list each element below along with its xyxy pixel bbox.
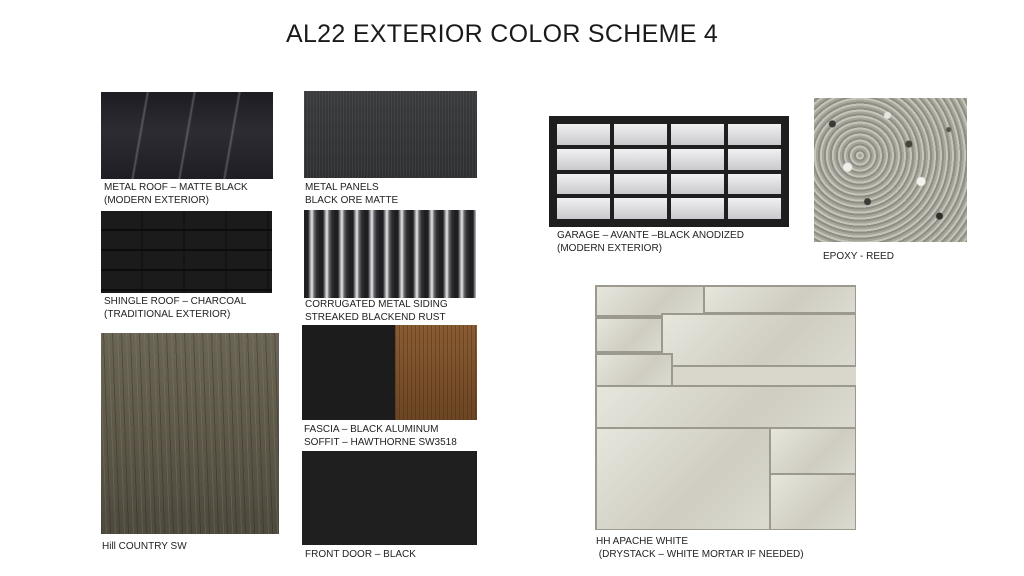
metal-roof-label: [104, 182, 248, 207]
metal-roof-swatch: [101, 92, 273, 179]
corrugated-siding-swatch: [304, 210, 476, 298]
metal-panels-label: [305, 182, 398, 207]
garage-door-panels: [557, 124, 781, 219]
garage-door-name: GARAGE – AVANTE –BLACK ANODIZED: [557, 230, 744, 241]
front-door-name: FRONT DOOR – BLACK: [305, 549, 416, 560]
corrugated-siding-color: STREAKED BLACKEND RUST: [305, 311, 446, 323]
hill-country-swatch: [101, 333, 279, 534]
stone-note: (DRYSTACK – WHITE MORTAR IF NEEDED): [596, 548, 804, 560]
corrugated-siding-name: CORRUGATED METAL SIDING: [305, 299, 448, 310]
front-door-label: [305, 549, 416, 562]
soffit-name: SOFFIT – HAWTHORNE SW3518: [304, 436, 457, 448]
fascia-name: FASCIA – BLACK ALUMINUM: [304, 424, 439, 435]
garage-door-note: (MODERN EXTERIOR): [557, 242, 662, 254]
epoxy-label: [823, 251, 894, 264]
fascia-swatch: [302, 325, 395, 420]
shingle-roof-note: (TRADITIONAL EXTERIOR): [104, 308, 231, 320]
garage-door-swatch: [549, 116, 789, 227]
epoxy-swatch: [814, 98, 967, 242]
hill-country-label: [102, 541, 187, 554]
metal-panels-color: BLACK ORE MATTE: [305, 194, 399, 206]
epoxy-name: EPOXY - REED: [823, 251, 894, 262]
stone-swatch: [595, 285, 856, 530]
page-title: AL22 EXTERIOR COLOR SCHEME 4: [286, 20, 719, 48]
metal-roof-note: (MODERN EXTERIOR): [104, 194, 209, 206]
fascia-soffit-label: [304, 424, 457, 449]
shingle-roof-swatch: [101, 211, 272, 293]
shingle-roof-label: [104, 296, 246, 321]
shingle-roof-name: SHINGLE ROOF – CHARCOAL: [104, 296, 247, 307]
hill-country-name: Hill COUNTRY SW: [102, 541, 187, 552]
stone-label: [596, 536, 804, 561]
metal-panels-swatch: [304, 91, 477, 178]
metal-roof-name: METAL ROOF – MATTE BLACK: [104, 182, 248, 193]
garage-door-label: [557, 230, 744, 255]
metal-panels-name: METAL PANELS: [305, 182, 379, 193]
front-door-swatch: [302, 451, 477, 545]
stone-name: HH APACHE WHITE: [596, 536, 689, 547]
soffit-swatch: [395, 325, 477, 420]
corrugated-siding-label: [305, 299, 448, 324]
